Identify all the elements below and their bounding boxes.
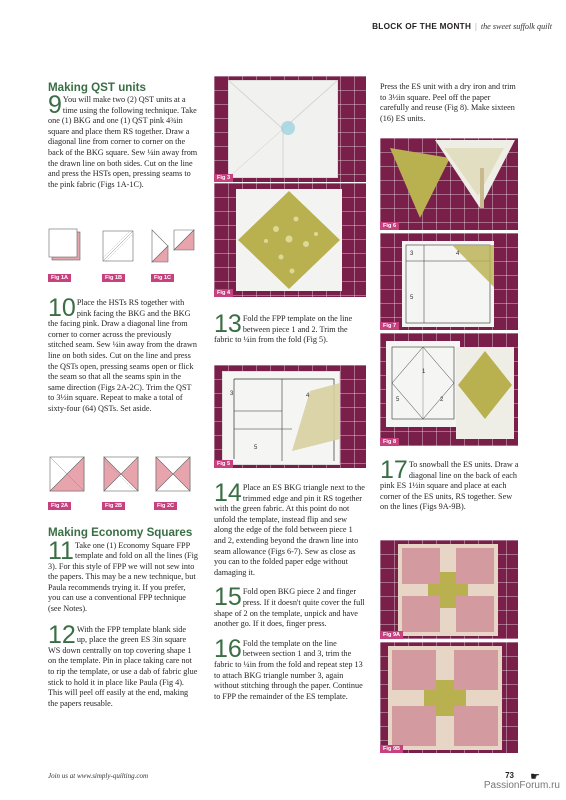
fig-9b-photo (380, 642, 518, 753)
header-separator: | (475, 22, 477, 31)
step-13 (214, 310, 366, 346)
step-number: 12 (48, 620, 76, 649)
fig-2c-label: Fig 2C (154, 502, 177, 510)
fig-1a-label: Fig 1A (48, 274, 71, 282)
step-text: Fold open BKG piece 2 and finger press. If it doesn't quite cover the full shape of 2 on the template, unpick and have another go. If it does, finger press. (214, 587, 365, 629)
fig-3-label: Fig 3 (214, 174, 233, 182)
heading-making-economy-squares: Making Economy Squares (48, 526, 193, 539)
step-16 (214, 634, 366, 703)
column-2-steps (214, 479, 366, 702)
page-number: 73 (505, 771, 514, 780)
template-number-5: 5 (396, 397, 400, 403)
fig-3-photo (214, 76, 366, 182)
step-number: 17 (380, 456, 408, 484)
column-3-intro: Press the ES unit with a dry iron and trim to 3½in square. Peel off the paper carefully and reuse (Fig 8). Make sixteen (16) ES units. (380, 82, 516, 123)
fig-4-label: Fig 4 (214, 289, 233, 297)
fig-6-label: Fig 6 (380, 222, 399, 230)
fig-1-diagrams (48, 228, 198, 286)
step-number: 14 (214, 479, 242, 507)
running-header (372, 22, 552, 31)
step-text: Place the HSTs RS together with pink facing the BKG and the BKG the facing pink. Draw a diagonal line from corner to corner across the previously stitched seam. Sew ¼in away from the drawn line on both sides. Cut on the line and press the QSTs open, pressing seams open or flick the seam so that all the seams spin in the same direction (Figs 2A-2C). Trim the QST to 3½in square. Repeat to make a total of sixty-four (64) QSTs. Set aside. (48, 298, 197, 413)
fig-8-photo (380, 333, 518, 446)
template-number-5: 5 (254, 445, 258, 451)
step-9 (48, 91, 198, 190)
fig-1c-label: Fig 1C (151, 274, 174, 282)
step-15 (214, 583, 366, 629)
step-number: 11 (48, 536, 74, 565)
fig-7-photo (380, 233, 518, 330)
template-number-5: 5 (410, 295, 414, 301)
fig-2-illustration (48, 454, 198, 498)
fig-9b-label: Fig 9B (380, 745, 403, 753)
step-number: 9 (48, 91, 62, 119)
step-text: You will make two (2) QST units at a time using the following technique. Take one (1) BKG and one (1) QST pink 4¾in square and place them RS together. Draw a diagonal line from corner to corner on the back of the BKG square. Sew ¼in away from the drawn line on both sides. Cut on the line and press the HSTs open, pressing seams to the pink fabric (Figs 1A-1C). (48, 95, 198, 189)
fig-9a-label: Fig 9A (380, 631, 403, 639)
economy-section (48, 527, 198, 709)
watermark: PassionForum.ru (483, 780, 560, 791)
step-14 (214, 479, 366, 578)
heading-making-qst: Making QST units (48, 81, 146, 94)
step-number: 13 (214, 310, 242, 338)
template-number-4: 4 (456, 251, 460, 257)
step-number: 15 (214, 583, 242, 612)
column-1 (48, 82, 198, 190)
step-text: To snowball the ES units. Draw a diagonal line on the back of each pink ES 1½in square and place at each corner of the ES units, RS together. Sew on the lines (Figs 9A-9B). (380, 460, 519, 512)
step-text: Take one (1) Economy Square FPP template and fold on all the lines (Fig 3). For this style of FPP we will not sew into the papers. This may be a new technique, but Paula recommends trying it. If you prefer, you can use a conventional FPP technique (see Notes). (48, 540, 198, 614)
step-number: 16 (214, 634, 242, 663)
template-number-1: 1 (422, 369, 426, 375)
fig-5-photo (214, 365, 366, 468)
step-text: Place an ES BKG triangle next to the trimmed edge and pin it RS together with the green fabric. At this point do not unfold the template, instead flip and sew along the edge of the fold between piece 1 and 2, extending beyond the drawn line into seam allowance (Figs 6-7). Sew as close as you can to the folded paper edge without damaging it. (214, 483, 365, 577)
fig-1-illustration (48, 228, 198, 270)
pointing-hand-icon: ☛ (530, 771, 540, 783)
template-number-3: 3 (230, 391, 234, 397)
fig-7-label: Fig 7 (380, 322, 399, 330)
fig-1b-label: Fig 1B (102, 274, 125, 282)
step-12 (48, 620, 198, 710)
template-number-3: 3 (410, 251, 414, 257)
fig-2a-label: Fig 2A (48, 502, 71, 510)
fig-6-photo (380, 138, 518, 230)
fig-2-diagrams (48, 454, 198, 514)
step-text: Fold the template on the line between section 1 and 3, trim the fabric to ¼in from the fold and repeat step 13 to attach BKG triangle number 3, again without stitching through the paper. Continue to FPP the remainder of the ES template. (214, 638, 363, 701)
fig-8-label: Fig 8 (380, 438, 399, 446)
fig-2b-label: Fig 2B (102, 502, 125, 510)
template-number-4: 4 (306, 393, 310, 399)
template-number-2: 2 (440, 397, 444, 403)
fig-9a-photo (380, 540, 518, 639)
step-10 (48, 294, 198, 415)
footer-website: Join us at www.simply-quilting.com (48, 772, 149, 780)
header-section: BLOCK OF THE MONTH (372, 22, 472, 31)
step-text: Fold the FPP template on the line between piece 1 and 2. Trim the fabric to ¼in from the fold (Fig 5). (214, 314, 353, 345)
fig-5-label: Fig 5 (214, 460, 233, 468)
step-text: With the FPP template blank side up, place the green ES 3in square WS down centrally on top covering shape 1 on the template. Pin in place taking care not to rip the template, or use a dab of fabric glue stick to hold it in place like Paula (Fig 4). This will peel off easily at the end, making the papers reusable. (48, 624, 198, 708)
step-17 (380, 456, 520, 513)
step-number: 10 (48, 294, 76, 322)
header-series: the sweet suffolk quilt (480, 22, 552, 31)
fig-4-photo (214, 183, 366, 297)
step-11 (48, 536, 198, 615)
